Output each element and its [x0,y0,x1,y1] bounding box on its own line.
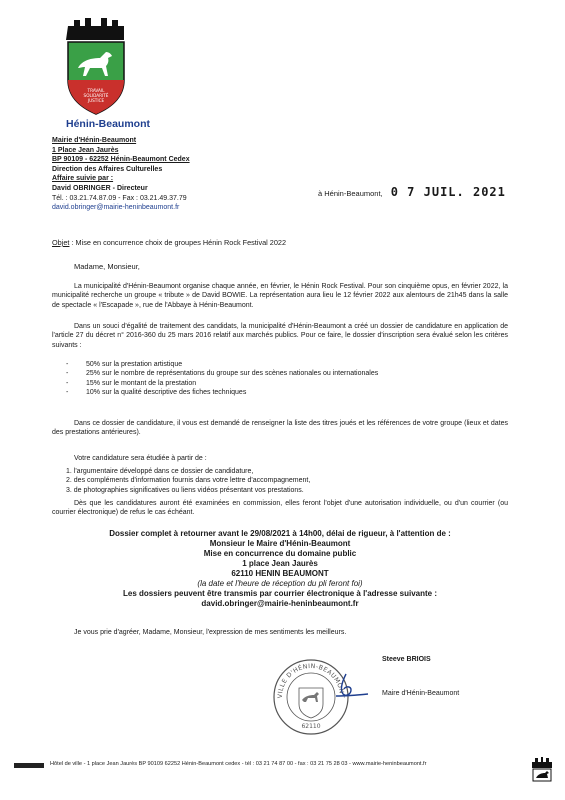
paragraph-study-intro: Votre candidature sera étudiée à partir de : [74,455,207,462]
sender-contact: David OBRINGER - Directeur [52,184,148,192]
submission-block [52,529,508,609]
date-line [318,185,506,199]
footer-bar [14,763,44,768]
logo-motto-2: SOLIDARITÉ [83,93,109,98]
sender-address2: BP 90109 - 62252 Hénin-Beaumont Cedex [52,156,190,164]
submission-deadline: Dossier complet à retourner avant le 29/08/2021 à 14h00, délai de rigueur, à l'attention de : [109,529,451,538]
subject-line [52,238,286,247]
date-stamp: 0 7 JUIL. 2021 [390,185,506,199]
submission-subject: Mise en concurrence du domaine public [203,549,357,558]
signatory-name: Steeve BRIOIS [382,656,431,663]
submission-recipient: Monsieur le Maire d'Hénin-Beaumont [209,539,351,548]
list-item: 1. l'argumentaire développé dans ce dossier de candidature, [66,468,254,475]
seal-code: 62110 [301,723,321,730]
date-place: à Hénin-Beaumont, [318,189,383,198]
seal-text: VILLE D'HÉNIN-BEAUMONT [276,662,346,699]
submission-city: 62110 HENIN BEAUMONT [231,569,329,578]
signatory-title: Maire d'Hénin-Beaumont [382,690,460,697]
subject-label: Objet [52,238,70,247]
submission-street: 1 place Jean Jaurès [242,559,318,568]
sender-department: Direction des Affaires Culturelles [52,165,163,173]
sender-block [52,136,190,213]
submission-note: (la date et l'heure de réception du pli feront foi) [197,579,363,588]
study-list [66,467,310,495]
sender-email[interactable]: david.obringer@mairie-heninbeaumont.fr [52,204,180,212]
salutation: Madame, Monsieur, [74,262,140,271]
footer-text: Hôtel de ville - 1 place Jean Jaurès BP 90109 62252 Hénin-Beaumont cedex - tél : 03 21 74 87 00 - fax : 03 21 75 28 03 - www.mairie-heninbeaumont.fr [50,761,427,767]
submission-email-label: Les dossiers peuvent être transmis par courrier électronique à l'adresse suivante : [122,589,438,598]
sender-phone: Tél. : 03.21.74.87.09 - Fax : 03.21.49.37.79 [52,194,187,202]
sender-org: Mairie d'Hénin-Beaumont [52,137,137,144]
criteria-list [66,360,378,397]
signature-block [382,655,459,699]
city-logo [62,12,130,122]
list-item: 3. de photographies significatives ou liens vidéos présentant vos prestations. [66,486,304,494]
paragraph-commission: Dès que les candidatures auront été examinées en commission, elles feront l'objet d'une autorisation individuelle, ou d'un courrier (ou courrier électronique) de refus le cas échéant. [52,500,508,517]
list-item: - 25% sur le nombre de représentations du groupe sur des scènes nationales ou internationales [66,369,378,378]
city-name: Hénin-Beaumont [66,118,150,130]
sender-address1: 1 Place Jean Jaurès [52,146,119,154]
paragraph-references: Dans ce dossier de candidature, il vous est demandé de renseigner la liste des titres joués et les références de votre groupe (lieux et dates des prestations antérieures). [52,420,508,437]
list-item: - 50% sur la prestation artistique [66,360,378,369]
submission-email[interactable]: david.obringer@mairie-heninbeaumont.fr [201,599,359,608]
list-item: - 10% sur la qualité descriptive des fiches techniques [66,388,378,397]
paragraph-closing: Je vous prie d'agréer, Madame, Monsieur, l'expression de mes sentiments les meilleurs. [74,629,347,636]
followed-label: Affaire suivie par : [52,175,114,183]
handwritten-signature [332,670,372,700]
logo-motto-3: JUSTICE [87,98,105,103]
castle-icon [531,756,553,782]
subject-text: : Mise en concurrence choix de groupes Hénin Rock Festival 2022 [71,238,287,247]
logo-motto-1: TRAVAIL [87,88,105,93]
list-item: - 15% sur le montant de la prestation [66,379,378,388]
paragraph-intro: La municipalité d'Hénin-Beaumont organise chaque année, en février, le Hénin Rock Festival. Pour son cinquième opus, en février 2022, la municipalité recherche un groupe « tribute » de David BOWIE. La représentation aura lieu le 12 février 2022 aux alentours de 21h45 dans la salle de spectacle « l'Escapade », rue de l'Abbaye à Hénin-Beaumont. [52,283,508,309]
paragraph-criteria-intro: Dans un souci d'égalité de traitement des candidats, la municipalité d'Hénin-Beaumont a créé un dossier de candidature en application de l'article 27 du décret n° 2016-360 du 25 mars 2016 relatif aux marchés publics. Pour ce faire, le dossier d'inscription sera évalué selon les critères suivants : [52,323,508,349]
list-item: 2. des compléments d'information fournis dans votre lettre d'accompagnement, [66,477,311,485]
